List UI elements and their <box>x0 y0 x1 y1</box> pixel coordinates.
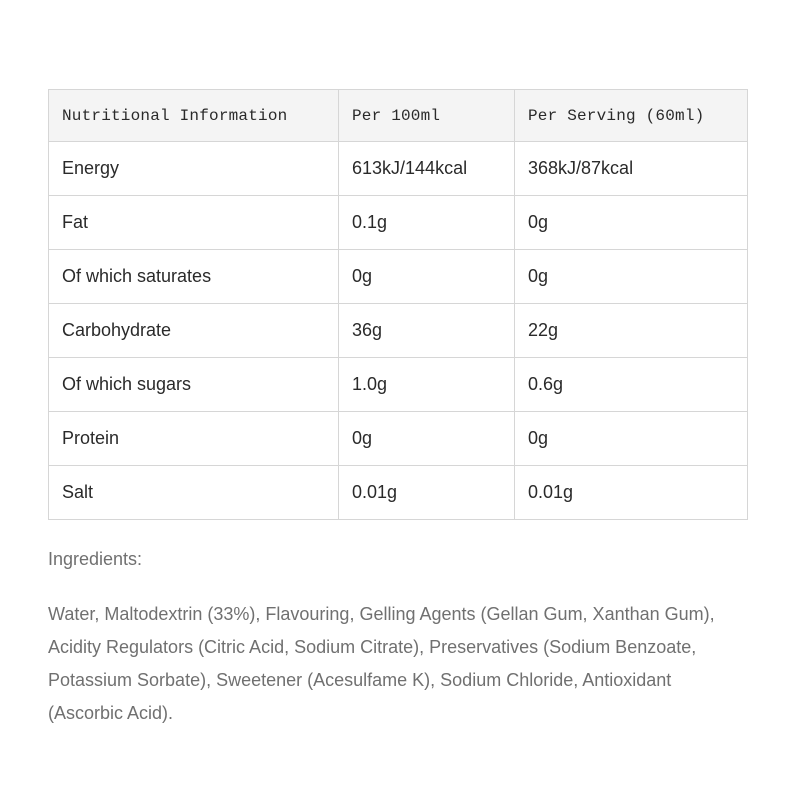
per-serving-value: 0g <box>515 412 748 466</box>
per-serving-value: 0.01g <box>515 466 748 520</box>
per-100ml-value: 36g <box>339 304 515 358</box>
row-label: Of which sugars <box>49 358 339 412</box>
per-100ml-value: 0.1g <box>339 196 515 250</box>
row-label: Fat <box>49 196 339 250</box>
row-label: Protein <box>49 412 339 466</box>
table-row <box>49 196 748 250</box>
table-row <box>49 142 748 196</box>
per-serving-value: 0g <box>515 250 748 304</box>
per-100ml-value: 1.0g <box>339 358 515 412</box>
per-serving-value: 22g <box>515 304 748 358</box>
table-row <box>49 250 748 304</box>
row-label: Salt <box>49 466 339 520</box>
row-label: Carbohydrate <box>49 304 339 358</box>
per-100ml-value: 0.01g <box>339 466 515 520</box>
nutrition-table <box>48 89 748 520</box>
table-row <box>49 304 748 358</box>
per-100ml-value: 0g <box>339 250 515 304</box>
per-100ml-value: 0g <box>339 412 515 466</box>
table-row <box>49 412 748 466</box>
ingredients-heading: Ingredients: <box>48 549 143 569</box>
row-label: Energy <box>49 142 339 196</box>
per-serving-value: 0.6g <box>515 358 748 412</box>
table-header-row <box>49 90 748 142</box>
header-per-100ml: Per 100ml <box>339 90 515 142</box>
row-label: Of which saturates <box>49 250 339 304</box>
header-per-serving: Per Serving (60ml) <box>515 90 748 142</box>
table-row <box>49 358 748 412</box>
per-100ml-value: 613kJ/144kcal <box>339 142 515 196</box>
ingredients-text: Water, Maltodextrin (33%), Flavouring, Gelling Agents (Gellan Gum, Xanthan Gum), Acidity Regulators (Citric Acid, Sodium Citrate), Preservatives (Sodium Benzoate, Potassium Sorbate), Sweetener (Acesulfame K), Sodium Chloride, Antioxidant (Ascorbic Acid). <box>48 604 715 723</box>
per-serving-value: 368kJ/87kcal <box>515 142 748 196</box>
table-row <box>49 466 748 520</box>
header-nutritional-information: Nutritional Information <box>49 90 339 142</box>
per-serving-value: 0g <box>515 196 748 250</box>
